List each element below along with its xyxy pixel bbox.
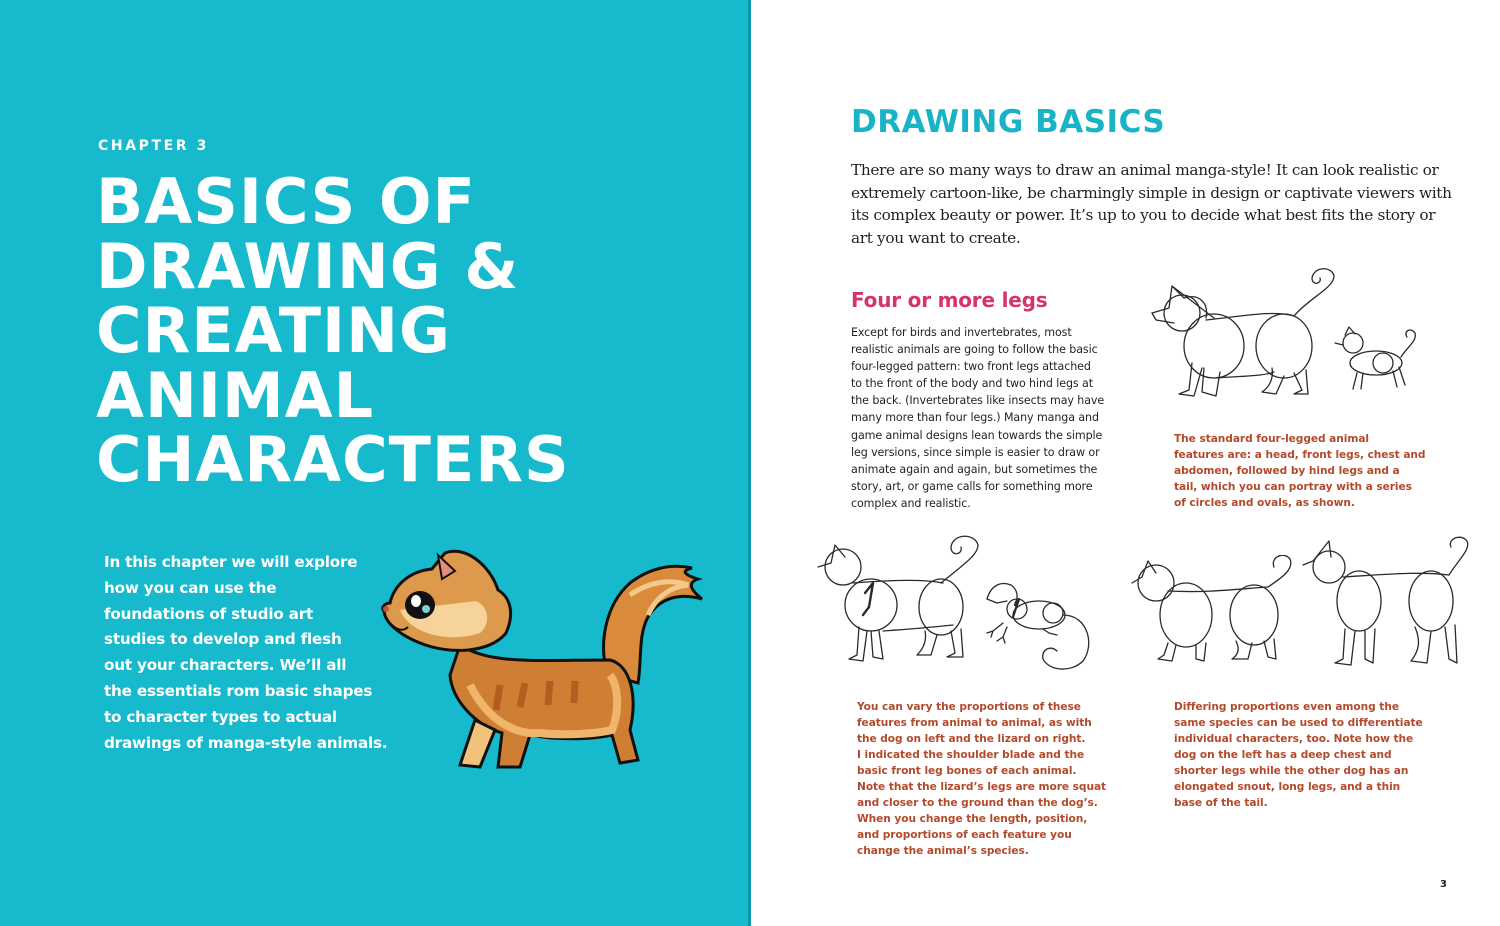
caption-line: of circles and ovals, as shown. xyxy=(1174,497,1355,509)
section-intro xyxy=(851,159,1452,249)
caption-line: and closer to the ground than the dog’s. xyxy=(857,797,1098,809)
subsection-title: Four or more legs xyxy=(851,288,1048,312)
chapter-title-line: DRAWING & xyxy=(96,229,520,303)
dog-construction-sketch xyxy=(1144,268,1344,398)
caption xyxy=(1174,431,1425,511)
body-line: realistic animals are going to follow the basic xyxy=(851,343,1098,357)
chapter-label: CHAPTER 3 xyxy=(98,138,209,154)
caption-line: individual characters, too. Note how the xyxy=(1174,733,1414,745)
body-line: Except for birds and invertebrates, most xyxy=(851,326,1072,339)
body-line: to the front of the body and two hind legs at xyxy=(851,377,1093,391)
caption xyxy=(1174,699,1423,811)
caption-line: features from animal to animal, as with xyxy=(857,717,1092,729)
body-line: story, art, or game calls for something more xyxy=(851,479,1093,493)
caption-line: the dog on left and the lizard on right. xyxy=(857,733,1086,745)
intro-line: There are so many ways to draw an animal manga-style! It can look realistic or xyxy=(851,161,1439,179)
caption-line: shorter legs while the other dog has an xyxy=(1174,765,1409,777)
caption-line: When you change the length, position, xyxy=(857,813,1088,825)
body-line: complex and realistic. xyxy=(851,496,971,510)
caption-line: and proportions of each feature you xyxy=(857,829,1072,841)
intro-line: extremely cartoon-like, be charmingly simple in design or captivate viewers with xyxy=(851,183,1452,202)
caption-line: base of the tail. xyxy=(1174,797,1268,809)
caption-line: You can vary the proportions of these xyxy=(857,701,1081,713)
intro-line: to character types to actual xyxy=(104,707,337,726)
chapter-title-line: CREATING xyxy=(96,294,451,367)
body-line: animate again and again, but sometimes the xyxy=(851,462,1098,476)
intro-line: its complex beauty or power. It’s up to you to decide what best fits the story or xyxy=(851,206,1436,225)
intro-line: In this chapter we will explore xyxy=(104,553,358,571)
body-line: game animal designs lean towards the simple xyxy=(851,428,1103,442)
caption-line: change the animal’s species. xyxy=(857,845,1029,857)
caption-line: features are: a head, front legs, chest and xyxy=(1174,449,1426,461)
body-line: many more than four legs.) Many manga and xyxy=(851,411,1099,425)
lizard-sketch xyxy=(983,575,1098,675)
intro-line: art you want to create. xyxy=(851,228,1021,247)
intro-line: studies to develop and flesh xyxy=(104,630,342,649)
chapter-title-line: CHARACTERS xyxy=(96,423,570,496)
intro-line: foundations of studio art xyxy=(104,604,314,623)
manga-cat-illustration xyxy=(380,535,710,775)
body-line: four-legged pattern: two front legs attached xyxy=(851,360,1091,374)
body-line: the back. (Invertebrates like insects may have xyxy=(851,394,1105,408)
deep-chest-dog-sketch xyxy=(1128,555,1298,665)
caption-line: elongated snout, long legs, and a thin xyxy=(1174,781,1401,793)
caption-line: The standard four-legged animal xyxy=(1174,433,1370,445)
caption-line: Differing proportions even among the xyxy=(1174,701,1399,713)
caption-line: Note that the lizard’s legs are more squat xyxy=(857,781,1107,793)
caption-line: dog on the left has a deep chest and xyxy=(1174,749,1392,761)
content-page xyxy=(751,0,1500,926)
chapter-title xyxy=(96,165,570,496)
caption-line: tail, which you can portray with a series xyxy=(1174,481,1412,493)
intro-line: drawings of manga-style animals. xyxy=(104,733,388,752)
long-leg-dog-sketch xyxy=(1299,535,1474,670)
intro-line: out your characters. We’ll all xyxy=(104,656,347,675)
intro-line: the essentials rom basic shapes xyxy=(104,681,373,700)
caption-line: basic front leg bones of each animal. xyxy=(857,765,1077,777)
page-number: 3 xyxy=(1440,879,1447,890)
chapter-title-line: ANIMAL xyxy=(96,358,375,432)
body-text xyxy=(851,324,1121,512)
section-title: DRAWING BASICS xyxy=(851,104,1166,140)
caption xyxy=(857,699,1106,859)
dog-with-bones-sketch xyxy=(813,535,983,665)
caption-line: I indicated the shoulder blade and the xyxy=(857,749,1085,761)
chapter-intro xyxy=(104,550,414,756)
small-cat-sketch xyxy=(1331,325,1421,395)
caption-line: abdomen, followed by hind legs and a xyxy=(1174,465,1400,477)
chapter-title-line: BASICS OF xyxy=(96,165,476,238)
body-line: leg versions, since simple is easier to draw or xyxy=(851,445,1100,459)
caption-line: same species can be used to differentiate xyxy=(1174,717,1423,729)
intro-line: how you can use the xyxy=(104,578,277,597)
